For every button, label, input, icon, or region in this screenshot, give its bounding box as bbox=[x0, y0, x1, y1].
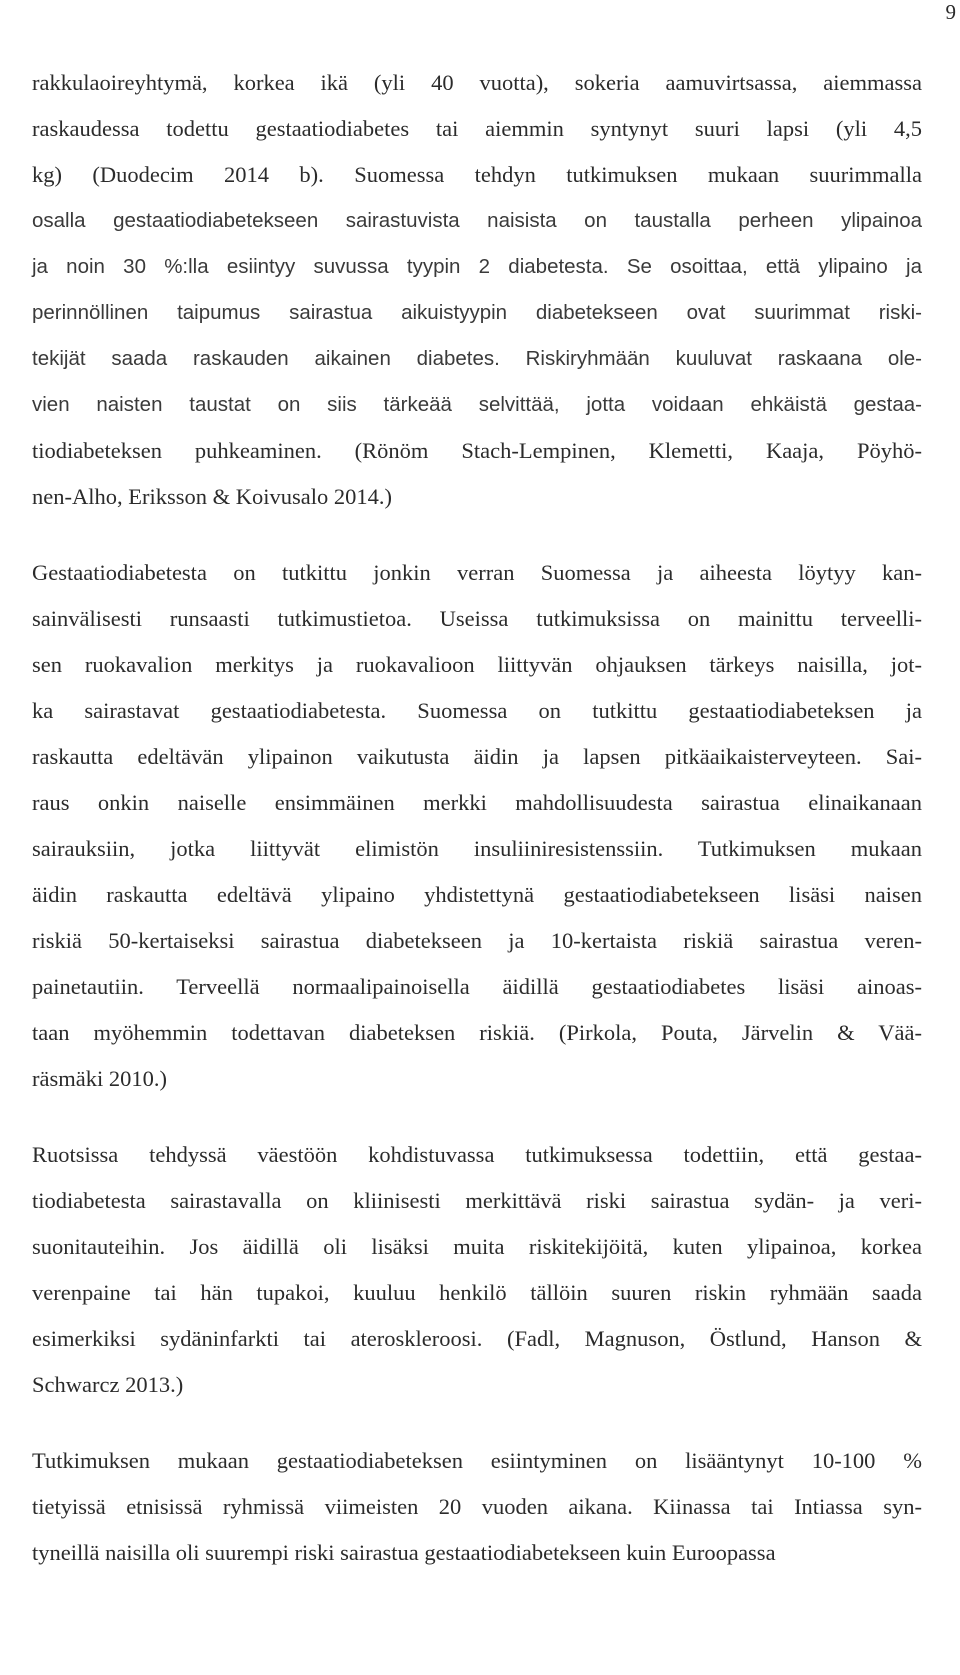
text-line: tekijät saada raskauden aikainen diabetes. Riskiryhmään kuuluvat raskaana ole- bbox=[32, 347, 922, 370]
text-line: Schwarcz 2013.) bbox=[32, 1372, 184, 1397]
text-line: rakkulaoireyhtymä, korkea ikä (yli 40 vuotta), sokeria aamuvirtsassa, aiemmassa bbox=[32, 70, 922, 95]
text-line: ja noin 30 %:lla esiintyy suvussa tyypin 2 diabetesta. Se osoittaa, että ylipaino ja bbox=[32, 255, 922, 278]
paragraph-gap bbox=[32, 1102, 922, 1132]
text-line: riskiä 50-kertaiseksi sairastua diabetekseen ja 10-kertaista riskiä sairastua veren- bbox=[32, 928, 922, 953]
paragraph-gap bbox=[32, 520, 922, 550]
text-line: äidin raskautta edeltävä ylipaino yhdistettynä gestaatiodiabetekseen lisäsi naisen bbox=[32, 882, 922, 907]
text-line: kg) (Duodecim 2014 b). Suomessa tehdyn tutkimuksen mukaan suurimmalla bbox=[32, 162, 922, 187]
text-line: tiodiabeteksen puhkeaminen. (Rönöm Stach-Lempinen, Klemetti, Kaaja, Pöyhö- bbox=[32, 438, 922, 463]
text-line: sainvälisesti runsaasti tutkimustietoa. Useissa tutkimuksissa on mainittu terveelli- bbox=[32, 606, 922, 631]
text-line: raus onkin naiselle ensimmäinen merkki mahdollisuudesta sairastua elinaikanaan bbox=[32, 790, 922, 815]
text-line: perinnöllinen taipumus sairastua aikuistyypin diabetekseen ovat suurimmat riski- bbox=[32, 301, 922, 324]
text-line: tietyissä etnisissä ryhmissä viimeisten 20 vuoden aikana. Kiinassa tai Intiassa syn- bbox=[32, 1494, 922, 1519]
text-line: verenpaine tai hän tupakoi, kuuluu henkilö tällöin suuren riskin ryhmään saada bbox=[32, 1280, 922, 1305]
text-line: Tutkimuksen mukaan gestaatiodiabeteksen esiintyminen on lisääntynyt 10-100 % bbox=[32, 1448, 922, 1473]
text-line: raskautta edeltävän ylipainon vaikutusta äidin ja lapsen pitkäaikaisterveyteen. Sai- bbox=[32, 744, 922, 769]
paragraph-gap bbox=[32, 1408, 922, 1438]
text-line: tyneillä naisilla oli suurempi riski sairastua gestaatiodiabetekseen kuin Euroopassa bbox=[32, 1540, 776, 1565]
text-line: räsmäki 2010.) bbox=[32, 1066, 167, 1091]
paragraph-1 bbox=[32, 60, 922, 520]
text-line: osalla gestaatiodiabetekseen sairastuvista naisista on taustalla perheen ylipainoa bbox=[32, 209, 922, 232]
text-line: raskaudessa todettu gestaatiodiabetes tai aiemmin syntynyt suuri lapsi (yli 4,5 bbox=[32, 116, 922, 141]
text-line: Ruotsissa tehdyssä väestöön kohdistuvassa tutkimuksessa todettiin, että gestaa- bbox=[32, 1142, 922, 1167]
text-line: ka sairastavat gestaatiodiabetesta. Suomessa on tutkittu gestaatiodiabeteksen ja bbox=[32, 698, 922, 723]
text-line: Gestaatiodiabetesta on tutkittu jonkin verran Suomessa ja aiheesta löytyy kan- bbox=[32, 560, 922, 585]
text-line: tiodiabetesta sairastavalla on kliinisesti merkittävä riski sairastua sydän- ja veri- bbox=[32, 1188, 922, 1213]
text-line: sen ruokavalion merkitys ja ruokavalioon liittyvän ohjauksen tärkeys naisilla, jot- bbox=[32, 652, 922, 677]
paragraph-3 bbox=[32, 1132, 922, 1408]
text-line: vien naisten taustat on siis tärkeää selvittää, jotta voidaan ehkäistä gestaa- bbox=[32, 393, 922, 416]
text-line: nen-Alho, Eriksson & Koivusalo 2014.) bbox=[32, 484, 392, 509]
paragraph-2 bbox=[32, 550, 922, 1102]
document-body bbox=[32, 60, 922, 1576]
text-line: taan myöhemmin todettavan diabeteksen riskiä. (Pirkola, Pouta, Järvelin & Vää- bbox=[32, 1020, 922, 1045]
page-number: 9 bbox=[945, 0, 956, 24]
text-line: esimerkiksi sydäninfarkti tai ateroskleroosi. (Fadl, Magnuson, Östlund, Hanson & bbox=[32, 1326, 922, 1351]
text-line: sairauksiin, jotka liittyvät elimistön insuliiniresistenssiin. Tutkimuksen mukaan bbox=[32, 836, 922, 861]
text-line: suonitauteihin. Jos äidillä oli lisäksi muita riskitekijöitä, kuten ylipainoa, korkea bbox=[32, 1234, 922, 1259]
text-line: painetautiin. Terveellä normaalipainoisella äidillä gestaatiodiabetes lisäsi ainoas- bbox=[32, 974, 922, 999]
paragraph-4 bbox=[32, 1438, 922, 1576]
